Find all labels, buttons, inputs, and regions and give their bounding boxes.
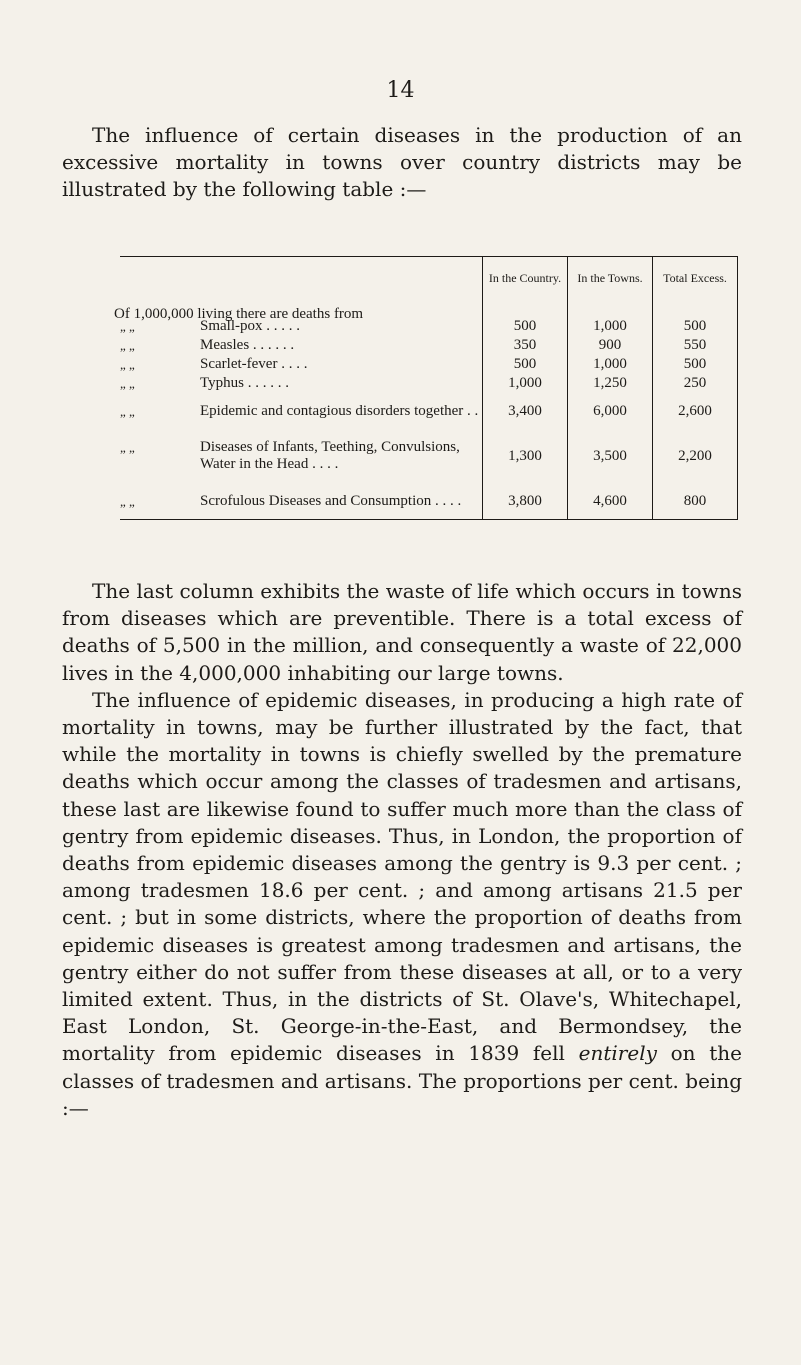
country-value: 350 (483, 336, 568, 355)
towns-value: 1,000 (568, 317, 653, 336)
table-lead-row (120, 299, 738, 317)
table-row (120, 355, 738, 374)
body-text (62, 578, 742, 1122)
towns-value: 4,600 (568, 483, 653, 520)
paragraph-tail: on the classes of tradesmen and artisans. The proportions per cent. being :— (62, 1041, 743, 1120)
table-row (120, 483, 738, 520)
paragraph: The last column exhibits the waste of life which occurs in towns from diseases which are preventible. There is a total excess of deaths of 5,500 in the million, and consequently a waste of 22,000 lives in the 4,000,000 inhabiting our large towns. (62, 579, 742, 685)
excess-value: 2,600 (653, 393, 738, 429)
country-value: 3,800 (483, 483, 568, 520)
row-label: Typhus . . . . . . (200, 375, 289, 391)
table-row (120, 429, 738, 483)
excess-value: 500 (653, 317, 738, 336)
towns-value: 900 (568, 336, 653, 355)
row-label: Scrofulous Diseases and Consumption . . . . (200, 492, 462, 509)
ditto-mark: „ „ (120, 493, 135, 509)
country-value: 3,400 (483, 393, 568, 429)
page-number: 14 (386, 78, 415, 103)
excess-value: 250 (653, 374, 738, 393)
table-header-row (120, 257, 738, 300)
emphasis-text: entirely (578, 1041, 657, 1066)
excess-value: 800 (653, 483, 738, 520)
lead-label: Of 1,000,000 living there are deaths from (114, 306, 364, 322)
mortality-table (114, 256, 738, 520)
excess-value: 2,200 (653, 429, 738, 483)
ditto-mark: „ „ (120, 403, 135, 419)
intro-text: The influence of certain diseases in the production of an excessive mortality in towns over country districts may be illustrated by the following table :— (62, 123, 742, 201)
country-value: 500 (483, 355, 568, 374)
table-row (120, 393, 738, 429)
paragraph-text: The influence of epidemic diseases, in producing a high rate of mortality in towns, may be further illustrated by the fact, that while the mortality in towns is chiefly swelled by the premature deaths which occur among the classes of tradesmen and artisans, these last are likewise found to suffer much more than the class of gentry from epidemic diseases. Thus, in London, the proportion of deaths from epidemic diseases among the gentry is 9.3 per cent. ; among tradesmen 18.6 per cent. ; and among artisans 21.5 per cent. ; but in some districts, where the proportion of deaths from epidemic diseases is greatest among tradesmen and artisans, the gentry either do not suffer from these diseases at all, or to a very limited extent. Thus, in the districts of St. Olave's, Whitechapel, East London, St. George-in-the-East, and Bermondsey, the mortality from epidemic diseases in 1839 fell (62, 687, 742, 1066)
header-blank (120, 257, 483, 300)
row-label: Diseases of Infants, Teething, Convulsions, Water in the Head . . . . (200, 439, 460, 472)
country-value: 500 (483, 317, 568, 336)
table-row (120, 317, 738, 336)
row-label: Small-pox . . . . . (200, 318, 300, 334)
header-towns: In the Towns. (568, 257, 653, 300)
ditto-mark: „ „ (120, 357, 135, 372)
towns-value: 1,250 (568, 374, 653, 393)
towns-value: 3,500 (568, 429, 653, 483)
row-label: Epidemic and contagious disorders together . . (200, 402, 479, 419)
ditto-mark: „ „ (120, 440, 135, 455)
ditto-mark: „ „ (120, 319, 135, 334)
ditto-mark: „ „ (120, 376, 135, 391)
towns-value: 6,000 (568, 393, 653, 429)
excess-value: 550 (653, 336, 738, 355)
table-row (120, 336, 738, 355)
table-row (120, 374, 738, 393)
paragraph (62, 687, 742, 1122)
towns-value: 1,000 (568, 355, 653, 374)
row-label: Measles . . . . . . (200, 337, 295, 353)
country-value: 1,300 (483, 429, 568, 483)
intro-paragraph (62, 122, 742, 203)
excess-value: 500 (653, 355, 738, 374)
header-excess: Total Excess. (653, 257, 738, 300)
header-country: In the Country. (483, 257, 568, 300)
ditto-mark: „ „ (120, 338, 135, 353)
row-label: Scarlet-fever . . . . (200, 356, 308, 372)
country-value: 1,000 (483, 374, 568, 393)
